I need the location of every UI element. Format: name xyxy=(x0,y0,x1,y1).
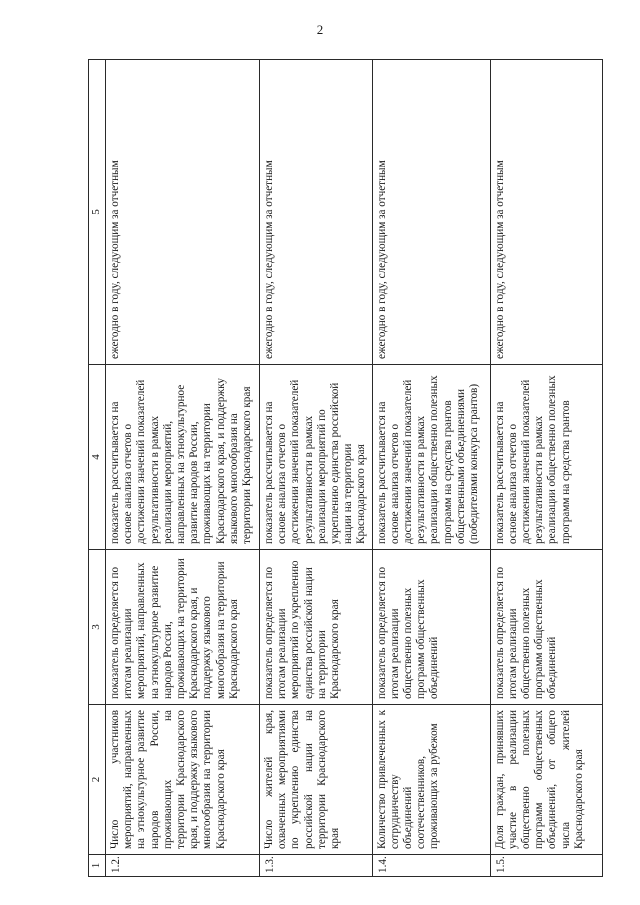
calculation-method: показатель определяется по итогам реализации мероприятий по укреплению единства российской нации на территории Краснодарского края xyxy=(260,550,373,705)
calculation-method: показатель определяется по итогам реализации общественно полезных программ общественных объединений xyxy=(372,550,490,705)
header-cell-1: 1 xyxy=(89,855,106,877)
indicator-name: Число участников мероприятий, направленных на этнокультурное развитие народов России, проживающих на территории Краснодарского края, и поддержку языкового многообразия на территории Краснодарского края xyxy=(106,705,260,855)
reporting-period: ежегодно в году, следующим за отчетным xyxy=(106,60,260,365)
data-source: показатель рассчитывается на основе анализа отчетов о достижении значений показателей результативности в рамках реализации мероприятий, направленных на этнокультурное развитие народов России, проживающих на территории Краснодарского края, и поддержку языкового многообразия на территории Краснодарского края xyxy=(106,365,260,550)
data-source: показатель рассчитывается на основе анализа отчетов о достижении значений показателей результативности в рамках реализации общественно полезных программ на средства грантов xyxy=(490,365,602,550)
reporting-period: ежегодно в году, следующим за отчетным xyxy=(490,60,602,365)
indicator-table xyxy=(88,59,603,877)
header-cell-5: 5 xyxy=(89,60,106,365)
reporting-period: ежегодно в году, следующим за отчетным xyxy=(260,60,373,365)
reporting-period: ежегодно в году, следующим за отчетным xyxy=(372,60,490,365)
table-row xyxy=(490,60,602,877)
calculation-method: показатель определяется по итогам реализации общественно полезных программ общественных объединений xyxy=(490,550,602,705)
table-row xyxy=(372,60,490,877)
header-cell-2: 2 xyxy=(89,705,106,855)
indicator-name: Количество привлеченных к сотрудничеству объединений соотечественников, проживающих за рубежом xyxy=(372,705,490,855)
indicator-name: Доля граждан, принявших участие в реализации общественно полезных программ общественных объединений, от общего числа жителей Краснодарского края xyxy=(490,705,602,855)
row-number: 1.3. xyxy=(260,855,373,877)
header-cell-3: 3 xyxy=(89,550,106,705)
table-row xyxy=(106,60,260,877)
row-number: 1.5. xyxy=(490,855,602,877)
indicator-table-rotated xyxy=(88,60,602,877)
table-row xyxy=(260,60,373,877)
calculation-method: показатель определяется по итогам реализации мероприятий, направленных на этнокультурное развитие народов России, проживающих на территории Краснодарского края, и поддержку языкового многообразия на территории Краснодарского края xyxy=(106,550,260,705)
data-source: показатель рассчитывается на основе анализа отчетов о достижении значений показателей результативности в рамках реализации мероприятий по укреплению единства российской нации на территории Краснодарского края xyxy=(260,365,373,550)
page-number: 2 xyxy=(316,22,324,37)
row-number: 1.4. xyxy=(372,855,490,877)
indicator-name: Число жителей края, охваченных мероприятиями по укреплению единства российской нации на территории Краснодарского края xyxy=(260,705,373,855)
header-cell-4: 4 xyxy=(89,365,106,550)
data-source: показатель рассчитывается на основе анализа отчетов о достижении значений показателей результативности в рамках реализации общественно полезных программ на средства грантов общественными объединениями (победителями конкурса грантов) xyxy=(372,365,490,550)
table-header-row xyxy=(89,60,106,877)
row-number: 1.2. xyxy=(106,855,260,877)
